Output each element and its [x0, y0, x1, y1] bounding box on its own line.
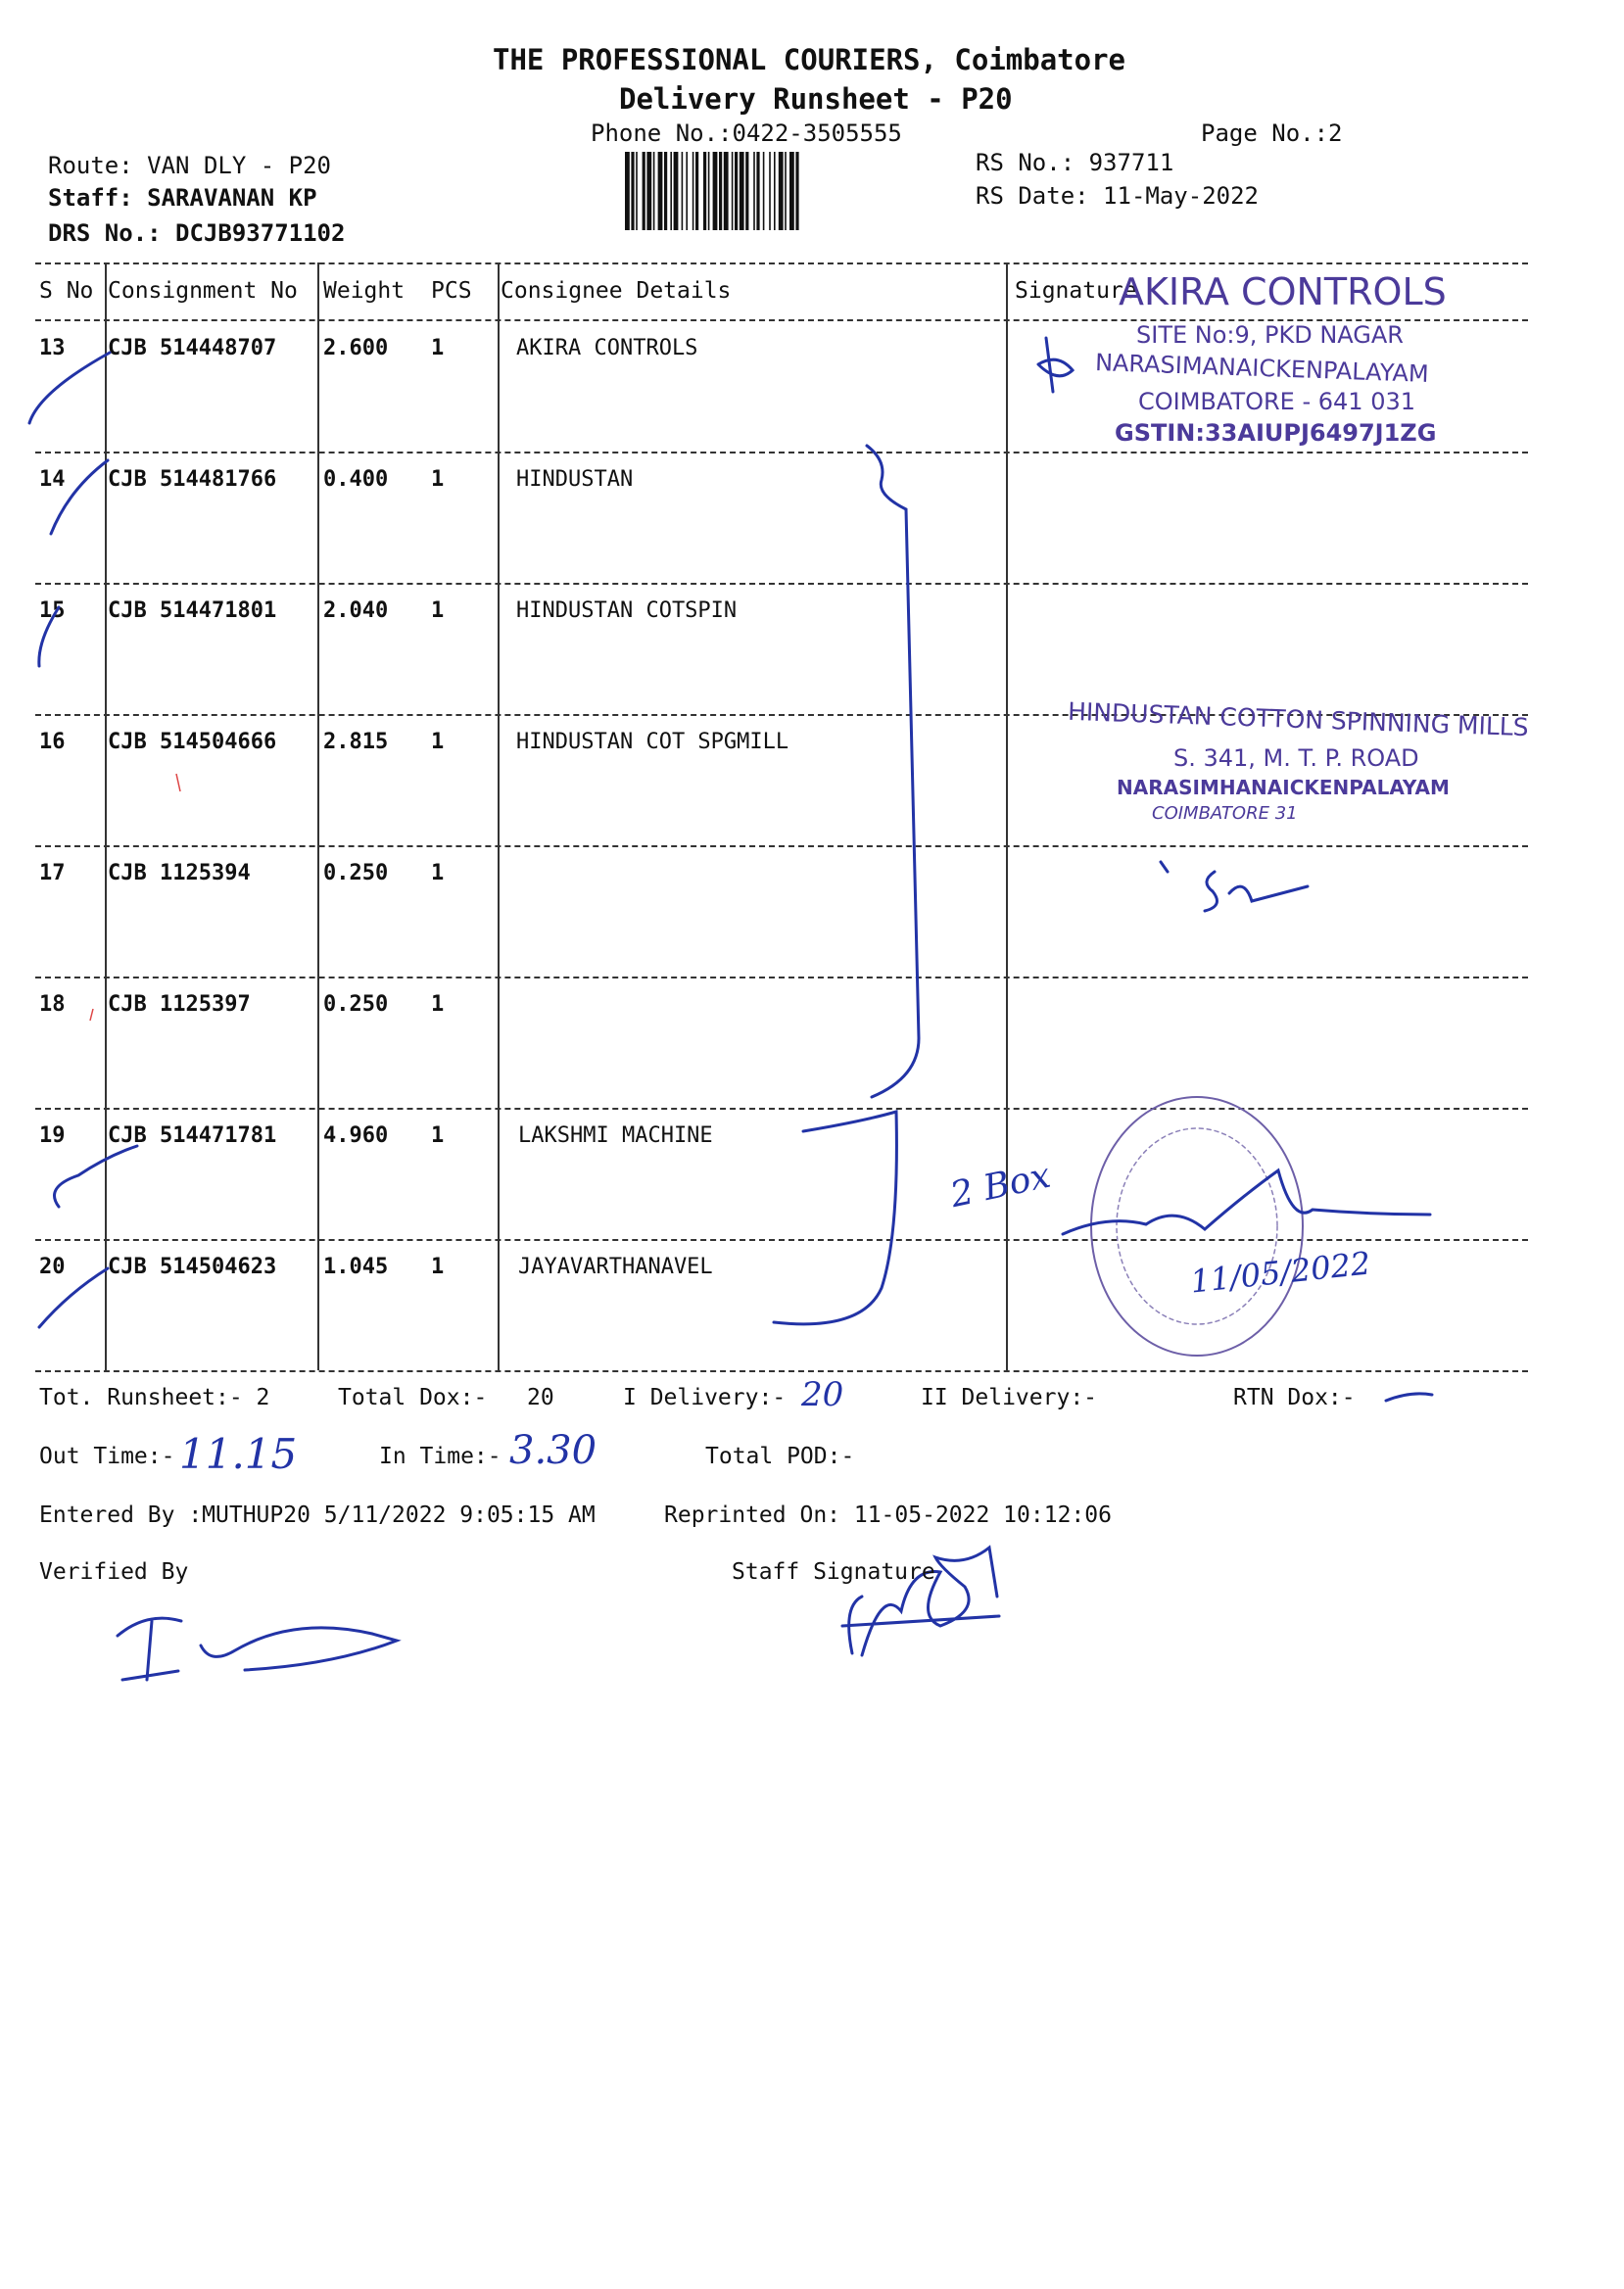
handwritten-i-delivery: 20 — [801, 1375, 844, 1414]
row-weight: 2.600 — [323, 336, 389, 360]
row-weight: 2.040 — [323, 598, 389, 623]
tick-mark — [29, 353, 110, 423]
stray-mark — [90, 1009, 93, 1021]
row-consignment: CJB 514481766 — [108, 467, 277, 492]
company-name: THE PROFESSIONAL COURIERS, Coimbatore — [493, 43, 1126, 76]
row-sno: 19 — [39, 1123, 66, 1148]
stray-mark — [176, 774, 180, 791]
row-consignment: CJB 514471801 — [108, 598, 277, 623]
stamp-address-line: NARASIMANAICKENPALAYAM — [1094, 349, 1430, 388]
col-header-signature: Signature — [1015, 278, 1137, 304]
stamp-company-name: HINDUSTAN COTTON SPINNING MILLS — [1067, 696, 1530, 742]
tick-mark — [39, 607, 59, 666]
handwritten-out-time: 11.15 — [179, 1430, 298, 1478]
runsheet-title: Delivery Runsheet - P20 — [619, 82, 1013, 116]
verified-by-label: Verified By — [39, 1559, 189, 1585]
staff-label: Staff: SARAVANAN KP — [48, 184, 317, 212]
row-consignment: CJB 514448707 — [108, 336, 277, 360]
reprinted-on: Reprinted On: 11-05-2022 10:12:06 — [664, 1502, 1112, 1528]
out-time-label: Out Time:- — [39, 1444, 175, 1469]
row-consignment: CJB 1125397 — [108, 992, 251, 1017]
row-sno: 13 — [39, 336, 66, 360]
row-consignee: LAKSHMI MACHINE — [518, 1123, 713, 1148]
page-number: Page No.:2 — [1201, 119, 1343, 147]
rs-date: RS Date: 11-May-2022 — [976, 182, 1259, 210]
row-consignee: JAYAVARTHANAVEL — [518, 1255, 713, 1279]
handwritten-in-time: 3.30 — [509, 1428, 597, 1473]
row-consignment: CJB 514504666 — [108, 730, 277, 754]
total-pod-label: Total POD:- — [705, 1444, 855, 1469]
row-sno: 17 — [39, 861, 66, 885]
i-delivery-label: I Delivery:- — [623, 1385, 787, 1410]
signature-scribble — [1161, 862, 1308, 911]
tick-mark — [51, 460, 108, 534]
row-pcs: 1 — [431, 467, 445, 492]
signature-scribble — [1063, 1170, 1430, 1234]
stamp-address-line: COIMBATORE 31 — [1152, 803, 1298, 824]
total-dox-label: Total Dox:- — [338, 1385, 488, 1410]
rs-number: RS No.: 937711 — [976, 149, 1174, 176]
stamp-company-name: AKIRA CONTROLS — [1119, 270, 1447, 313]
row-consignee: HINDUSTAN — [516, 467, 634, 492]
bracket-mark — [774, 1112, 896, 1324]
row-consignment: CJB 514504623 — [108, 1255, 277, 1279]
total-dox-value: 20 — [527, 1385, 554, 1410]
row-consignment: CJB 514471781 — [108, 1123, 277, 1148]
row-sno: 14 — [39, 467, 66, 492]
row-pcs: 1 — [431, 1255, 445, 1279]
stamp-address-line: NARASIMHANAICKENPALAYAM — [1117, 776, 1450, 799]
tick-mark — [55, 1146, 138, 1207]
tot-runsheet: Tot. Runsheet:- 2 — [39, 1385, 270, 1410]
row-weight: 0.250 — [323, 992, 389, 1017]
bracket-mark — [867, 446, 919, 1097]
phone-number: Phone No.:0422-3505555 — [591, 119, 902, 147]
rtn-dox-label: RTN Dox:- — [1233, 1385, 1356, 1410]
row-weight: 2.815 — [323, 730, 389, 754]
col-header-weight: Weight — [323, 278, 406, 304]
round-stamp-outline — [1091, 1097, 1303, 1356]
row-pcs: 1 — [431, 861, 445, 885]
staff-signature-label: Staff Signature — [732, 1559, 935, 1585]
rtn-dash-mark — [1386, 1394, 1432, 1401]
row-weight: 1.045 — [323, 1255, 389, 1279]
row-pcs: 1 — [431, 992, 445, 1017]
route-label: Route: VAN DLY - P20 — [48, 152, 331, 179]
col-header-sno: S No — [39, 278, 94, 304]
row-weight: 0.400 — [323, 467, 389, 492]
signature-scribble — [1038, 338, 1073, 392]
ii-delivery-label: II Delivery:- — [921, 1385, 1098, 1410]
row-sno: 18 — [39, 992, 66, 1017]
row-consignee: HINDUSTAN COTSPIN — [516, 598, 738, 623]
col-header-consignee: Consignee Details — [501, 278, 732, 304]
row-consignee: HINDUSTAN COT SPGMILL — [516, 730, 789, 754]
row-pcs: 1 — [431, 336, 445, 360]
row-consignee: AKIRA CONTROLS — [516, 336, 698, 360]
row-weight: 0.250 — [323, 861, 389, 885]
row-weight: 4.960 — [323, 1123, 389, 1148]
row-sno: 15 — [39, 598, 66, 623]
handwritten-stamp-date: 11/05/2022 — [1188, 1244, 1372, 1301]
row-pcs: 1 — [431, 598, 445, 623]
stamp-gstin: GSTIN:33AIUPJ6497J1ZG — [1115, 419, 1437, 447]
col-header-consignment: Consignment No — [108, 278, 298, 304]
row-sno: 20 — [39, 1255, 66, 1279]
handwritten-box-note: 2 Box — [946, 1155, 1054, 1216]
row-pcs: 1 — [431, 730, 445, 754]
entered-by: Entered By :MUTHUP20 5/11/2022 9:05:15 AM — [39, 1502, 596, 1528]
row-sno: 16 — [39, 730, 66, 754]
col-header-pcs: PCS — [431, 278, 472, 304]
stamp-address-line: SITE No:9, PKD NAGAR — [1136, 321, 1404, 349]
verified-signature — [118, 1618, 397, 1680]
row-consignment: CJB 1125394 — [108, 861, 251, 885]
in-time-label: In Time:- — [379, 1444, 502, 1469]
drs-number: DRS No.: DCJB93771102 — [48, 219, 346, 247]
stamp-address-line: COIMBATORE - 641 031 — [1138, 388, 1416, 415]
row-pcs: 1 — [431, 1123, 445, 1148]
tick-mark — [39, 1268, 108, 1327]
stamp-address-line: S. 341, M. T. P. ROAD — [1173, 744, 1419, 772]
